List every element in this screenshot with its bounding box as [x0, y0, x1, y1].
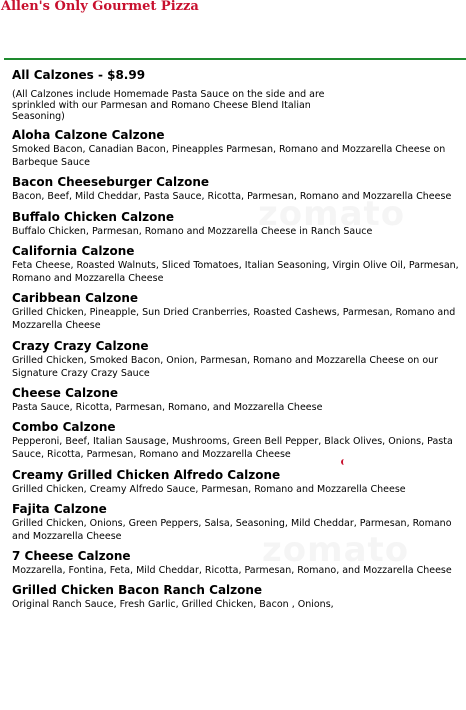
menu-item: [12, 291, 460, 332]
restaurant-title: Allen's Only Gourmet Pizza: [1, 0, 199, 14]
menu-item: [12, 468, 460, 496]
section-title: All Calzones - $8.99: [12, 68, 146, 82]
item-description: Grilled Chicken, Creamy Alfredo Sauce, Parmesan, Romano and Mozzarella Cheese: [12, 483, 406, 495]
item-description: Bacon, Beef, Mild Cheddar, Pasta Sauce, Ricotta, Parmesan, Romano and Mozzarella Cheese: [12, 191, 452, 203]
menu-item: [12, 210, 460, 238]
item-name: Buffalo Chicken Calzone: [12, 209, 175, 224]
item-description: Grilled Chicken, Onions, Green Peppers, Salsa, Seasoning, Mild Cheddar, Parmesan, Romano and Mozzarella Cheese: [12, 517, 452, 543]
menu-item: [12, 386, 460, 414]
item-description: Original Ranch Sauce, Fresh Garlic, Grilled Chicken, Bacon , Onions,: [12, 599, 334, 611]
item-name: Fajita Calzone: [12, 501, 107, 516]
item-description: Grilled Chicken, Smoked Bacon, Onion, Parmesan, Romano and Mozzarella Cheese on our Signature Crazy Crazy Sauce: [12, 354, 439, 379]
menu-item: [12, 175, 460, 203]
item-description: Pepperoni, Beef, Italian Sausage, Mushrooms, Green Bell Pepper, Black Olives, Onions, Pasta Sauce, Ricotta, Parmesan, Romano and Mozzarella Cheese: [12, 436, 453, 461]
section-note: (All Calzones include Homemade Pasta Sauce on the side and are sprinkled with our Parmesan and Romano Cheese Blend Italian Seasoning): [12, 89, 325, 122]
menu-item: [12, 128, 460, 169]
menu-item: [12, 583, 460, 611]
item-name: Cheese Calzone: [12, 386, 119, 401]
menu-item: [12, 549, 460, 577]
item-name: Crazy Crazy Calzone: [12, 338, 149, 353]
item-name: Caribbean Calzone: [12, 291, 138, 306]
menu-content: [12, 67, 460, 612]
item-name: California Calzone: [12, 243, 135, 258]
item-name: Bacon Cheeseburger Calzone: [12, 175, 210, 190]
item-description: Pasta Sauce, Ricotta, Parmesan, Romano, and Mozzarella Cheese: [12, 402, 323, 414]
menu-item: [12, 502, 460, 543]
item-description: Smoked Bacon, Canadian Bacon, Pineapples Parmesan, Romano and Mozzarella Cheese on Barbeque Sauce: [12, 144, 446, 169]
menu-panel: [4, 58, 466, 710]
item-name: Combo Calzone: [12, 420, 116, 435]
item-description: Feta Cheese, Roasted Walnuts, Sliced Tomatoes, Italian Seasoning, Virgin Olive Oil, Parmesan, Romano and Mozzarella Cheese: [12, 259, 459, 285]
item-description: Buffalo Chicken, Parmesan, Romano and Mozzarella Cheese in Ranch Sauce: [12, 225, 373, 237]
item-name: 7 Cheese Calzone: [12, 549, 131, 564]
item-name: Aloha Calzone Calzone: [12, 128, 165, 142]
item-description: Mozzarella, Fontina, Feta, Mild Cheddar, Ricotta, Parmesan, Romano, and Mozzarella Cheese: [12, 565, 452, 577]
header: [0, 0, 466, 20]
item-name: Grilled Chicken Bacon Ranch Calzone: [12, 583, 263, 598]
red-edge-mark: [341, 459, 346, 465]
menu-item: [12, 420, 460, 461]
item-name: Creamy Grilled Chicken Alfredo Calzone: [12, 467, 281, 482]
menu-item: [12, 244, 460, 285]
menu-item: [12, 339, 460, 380]
item-description: Grilled Chicken, Pineapple, Sun Dried Cranberries, Roasted Cashews, Parmesan, Romano and Mozzarella Cheese: [12, 307, 456, 332]
